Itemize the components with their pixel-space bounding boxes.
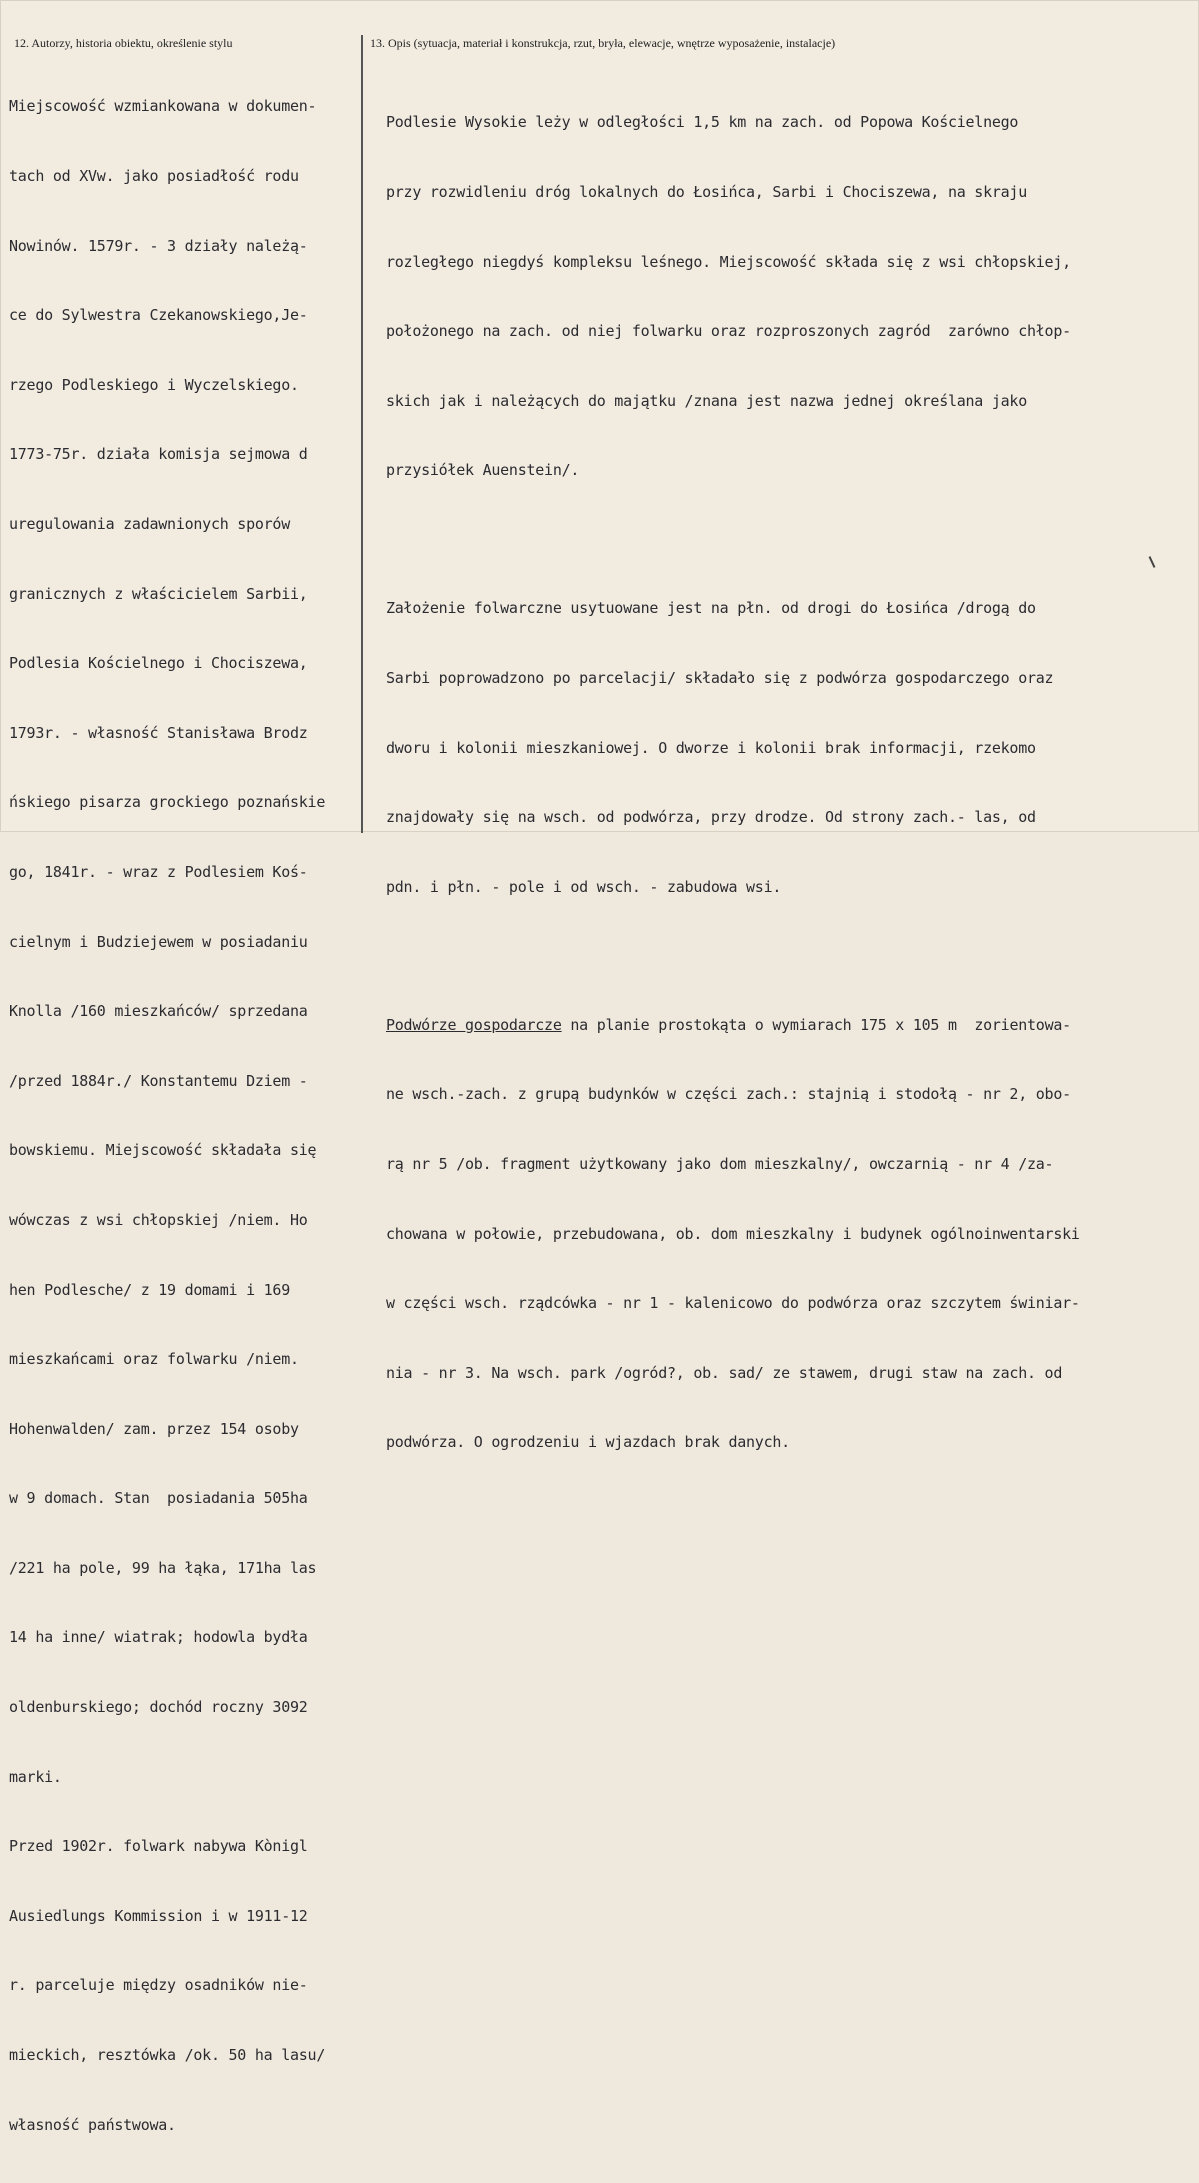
- text-line: Podlesia Kościelnego i Chociszewa,: [9, 654, 308, 673]
- text-line: tach od XVw. jako posiadłość rodu: [9, 167, 299, 185]
- text-line: przysiółek Auenstein/.: [386, 461, 580, 480]
- text-line: go, 1841r. - wraz z Podlesiem Koś-: [9, 862, 308, 881]
- text-line: hen Podlesche/ z 19 domami i 169: [9, 1280, 290, 1299]
- text-line: położonego na zach. od niej folwarku oraz rozproszonych zagród zarówno chłop-: [386, 322, 1071, 341]
- text-line: Nowinów. 1579r. - 3 działy należą-: [9, 236, 308, 255]
- paragraph-gap: [386, 945, 1186, 967]
- text-line: rozległego niegdyś kompleksu leśnego. Miejscowość składa się z wsi chłopskiej,: [386, 252, 1071, 271]
- text-line: rzego Podleskiego i Wyczelskiego.: [9, 375, 299, 394]
- text-line: oldenburskiego; dochód roczny 3092: [9, 1698, 308, 1717]
- text-line: rą nr 5 /ob. fragment użytkowany jako dom mieszkalny/, owczarnią - nr 4 /za-: [386, 1154, 1054, 1173]
- text-line: chowana w połowie, przebudowana, ob. dom mieszkalny i budynek ogólnoinwentarski: [386, 1224, 1080, 1243]
- text-line: granicznych z właścicielem Sarbii,: [9, 584, 308, 603]
- text-line: marki.: [9, 1767, 62, 1786]
- text-line: bowskiemu. Miejscowość składała się: [9, 1141, 317, 1160]
- text-line: Założenie folwarczne usytuowane jest na płn. od drogi do Łosińca /drogą do: [386, 599, 1036, 618]
- text-line: mieszkańcami oraz folwarku /niem.: [9, 1350, 299, 1369]
- text-line: ńskiego pisarza grockiego poznańskie: [9, 793, 326, 812]
- section-heading: Podwórze gospodarcze: [386, 1015, 562, 1034]
- text-line: pdn. i płn. - pole i od wsch. - zabudowa wsi.: [386, 877, 782, 896]
- text-line: Miejscowość wzmiankowana w dokumen-: [9, 97, 317, 116]
- text-line: dworu i kolonii mieszkaniowej. O dworze i kolonii brak informacji, rzekomo: [386, 738, 1036, 757]
- text-line: skich jak i należących do majątku /znana jest nazwa jednej określana jako: [386, 391, 1027, 410]
- history-text: [9, 49, 379, 2183]
- text-line: przy rozwidleniu dróg lokalnych do Łosińca, Sarbi i Chociszewa, na skraju: [386, 183, 1027, 201]
- text-line: 1793r. - własność Stanisława Brodz: [9, 723, 308, 742]
- section-13-header: 13. Opis (sytuacja, materiał i konstrukcja, rzut, bryła, elewacje, wnętrze wyposażenie, instalacje): [370, 36, 836, 50]
- text-line: podwórza. O ogrodzeniu i wjazdach brak danych.: [386, 1433, 790, 1452]
- text-line: /przed 1884r./ Konstantemu Dziem -: [9, 1071, 308, 1090]
- text-line: nia - nr 3. Na wsch. park /ogród?, ob. sad/ ze stawem, drugi staw na zach. od: [386, 1363, 1063, 1382]
- text-line: w części wsch. rządcówka - nr 1 - kalenicowo do podwórza oraz szczytem świniar-: [386, 1294, 1080, 1313]
- text-line: Hohenwalden/ zam. przez 154 osoby: [9, 1419, 299, 1438]
- text-line: Przed 1902r. folwark nabywa Kònigl: [9, 1837, 308, 1856]
- text-line: /221 ha pole, 99 ha łąka, 171ha las: [9, 1558, 317, 1577]
- text-line: Knolla /160 mieszkańców/ sprzedana: [9, 1002, 308, 1021]
- text-line: r. parceluje między osadników nie-: [9, 1976, 308, 1995]
- text-line: ce do Sylwestra Czekanowskiego,Je-: [9, 306, 308, 325]
- paragraph-gap: [386, 529, 1186, 551]
- text-line: Ausiedlungs Kommission i w 1911-12: [9, 1906, 308, 1925]
- text-line: 14 ha inne/ wiatrak; hodowla bydła: [9, 1628, 308, 1647]
- text-line: Podlesie Wysokie leży w odległości 1,5 km na zach. od Popowa Kościelnego: [386, 113, 1019, 132]
- text-line: mieckich, resztówka /ok. 50 ha lasu/: [9, 2046, 326, 2065]
- text-line: w 9 domach. Stan posiadania 505ha: [9, 1489, 308, 1508]
- text-line: cielnym i Budziejewem w posiadaniu: [9, 932, 308, 951]
- text-fragment: na planie prostokąta o wymiarach 175 x 105 m zorientowa-: [561, 1015, 1071, 1034]
- text-line: Sarbi poprowadzono po parcelacji/ składało się z podwórza gospodarczego oraz: [386, 668, 1054, 687]
- text-line: własność państwowa.: [9, 2115, 176, 2134]
- text-line: uregulowania zadawnionych sporów: [9, 514, 290, 533]
- text-line: ne wsch.-zach. z grupą budynków w części zach.: stajnią i stodołą - nr 2, obo-: [386, 1085, 1071, 1104]
- text-line: 1773-75r. działa komisja sejmowa d: [9, 445, 308, 464]
- text-line: znajdowały się na wsch. od podwórza, przy drodze. Od strony zach.- las, od: [386, 808, 1036, 827]
- text-line: [386, 1014, 1186, 1037]
- description-text: [386, 65, 1186, 1501]
- section-12-header: 12. Autorzy, historia obiektu, określenie stylu: [14, 36, 233, 50]
- text-line: wówczas z wsi chłopskiej /niem. Ho: [9, 1210, 308, 1229]
